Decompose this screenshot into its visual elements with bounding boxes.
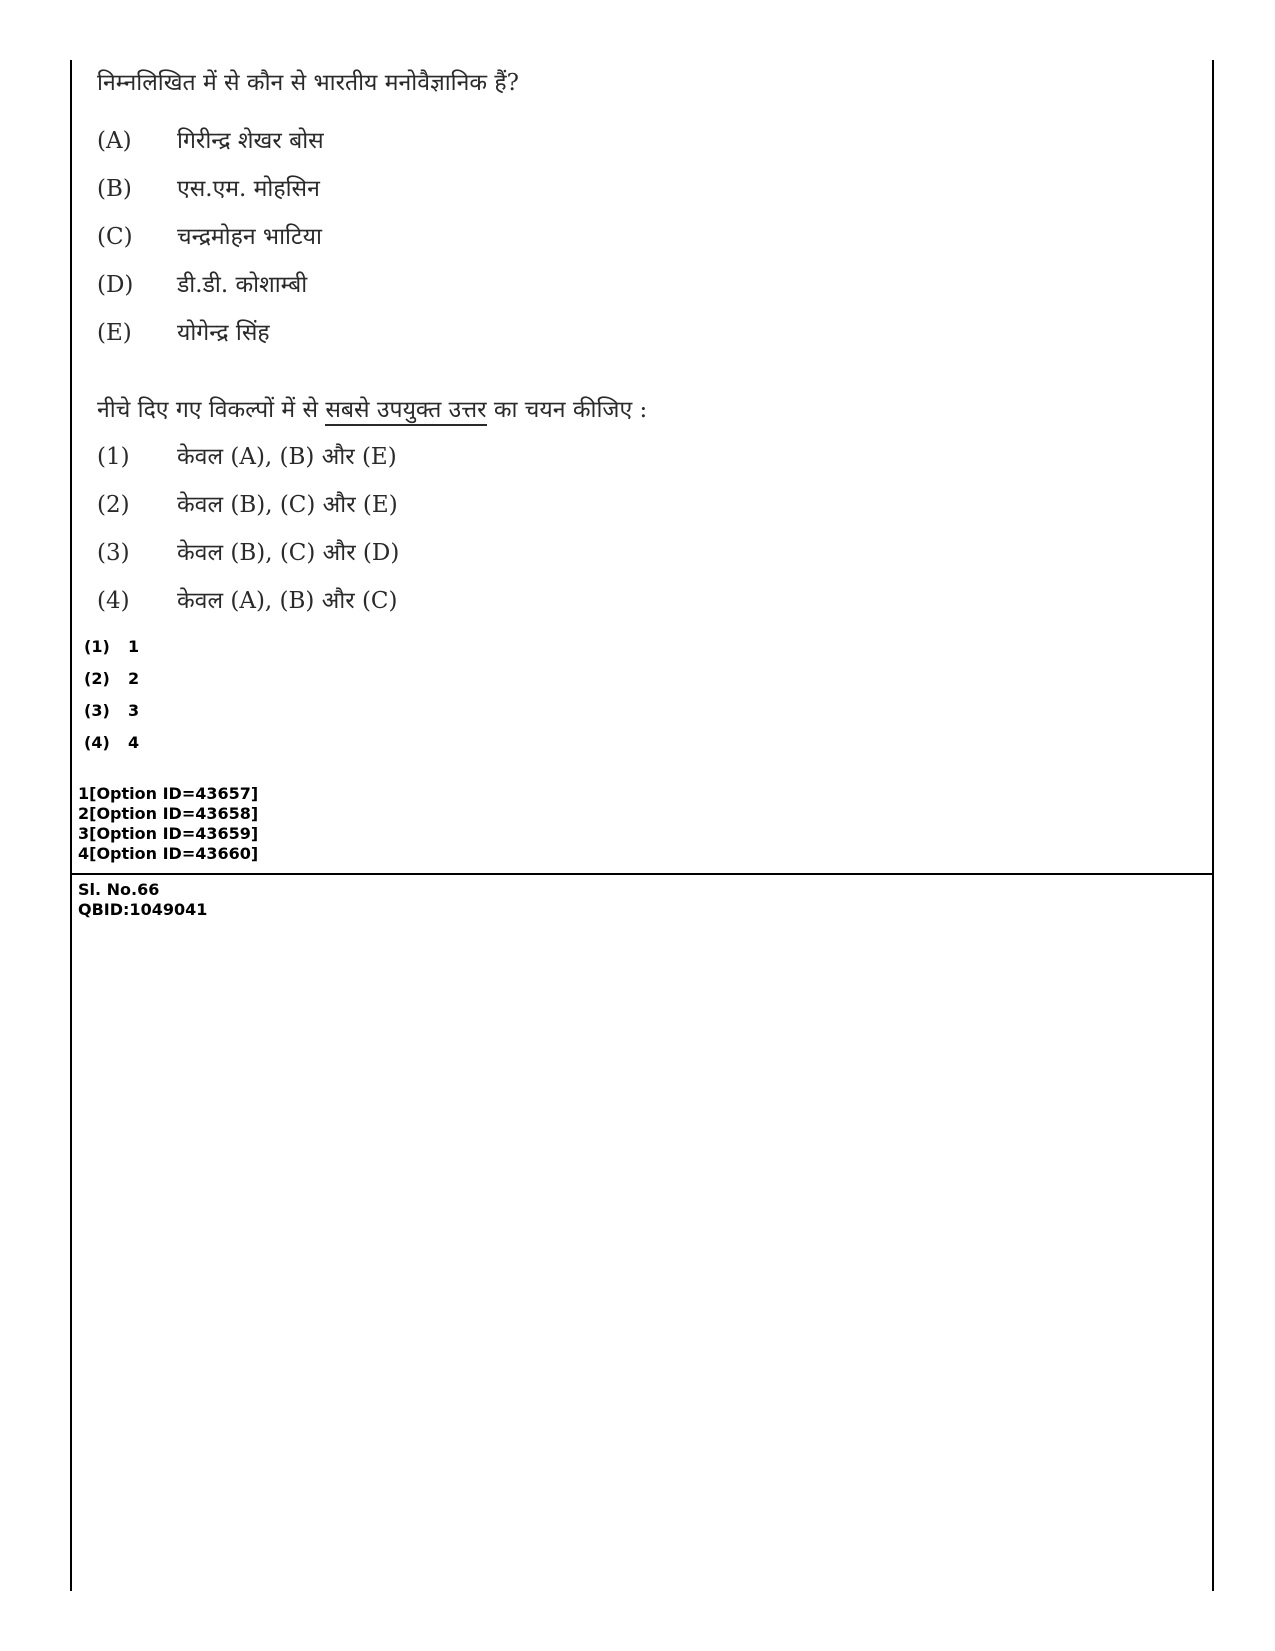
page-border-right (1212, 60, 1214, 1591)
choice-text: केवल (A), (B) और (C) (177, 588, 398, 614)
answer-option-3[interactable] (84, 700, 139, 722)
option-id-list (78, 784, 258, 864)
option-id: 1[Option ID=43657] (78, 784, 259, 803)
choice-label: (2) (97, 492, 130, 518)
answer-option-1[interactable] (84, 636, 139, 658)
question-bank-id: QBID:1049041 (78, 900, 208, 919)
statement-text: गिरीन्द्र शेखर बोस (177, 128, 324, 154)
answer-value: 1 (128, 637, 140, 656)
choice-text: केवल (B), (C) और (D) (177, 540, 400, 566)
question-text: निम्नलिखित में से कौन से भारतीय मनोवैज्ञानिक हैं? (97, 70, 519, 96)
statement-label: (D) (97, 272, 134, 298)
choice-label: (4) (97, 588, 130, 614)
question-divider (70, 873, 1214, 875)
answer-value: 2 (128, 669, 140, 688)
option-id: 3[Option ID=43659] (78, 824, 259, 843)
statement-label: (C) (97, 224, 133, 250)
statement-text: चन्द्रमोहन भाटिया (177, 224, 322, 250)
answer-option-4[interactable] (84, 732, 139, 754)
statement-label: (E) (97, 320, 132, 346)
answer-label: (4) (84, 733, 110, 752)
answer-option-2[interactable] (84, 668, 139, 690)
page-border-left (70, 60, 72, 1591)
statement-text: डी.डी. कोशाम्बी (177, 272, 308, 298)
option-id: 2[Option ID=43658] (78, 804, 259, 823)
statement-label: (A) (97, 128, 132, 154)
instruction-after: का चयन कीजिए : (486, 397, 648, 423)
choice-text: केवल (A), (B) और (E) (177, 444, 397, 470)
instruction-before: नीचे दिए गए विकल्पों में से (97, 397, 326, 423)
next-question-meta (78, 880, 207, 920)
choice-text: केवल (B), (C) और (E) (177, 492, 398, 518)
choice-label: (3) (97, 540, 130, 566)
answer-label: (1) (84, 637, 110, 656)
option-id: 4[Option ID=43660] (78, 844, 259, 863)
answer-value: 4 (128, 733, 140, 752)
answer-label: (3) (84, 701, 110, 720)
instruction-underlined: सबसे उपयुक्त उत्तर (325, 397, 486, 426)
serial-number: Sl. No.66 (78, 880, 160, 899)
choice-label: (1) (97, 444, 130, 470)
answer-label: (2) (84, 669, 110, 688)
statement-text: एस.एम. मोहसिन (177, 176, 320, 202)
instruction-text (97, 393, 647, 427)
answer-value: 3 (128, 701, 140, 720)
statement-label: (B) (97, 176, 132, 202)
statement-text: योगेन्द्र सिंह (177, 320, 270, 346)
